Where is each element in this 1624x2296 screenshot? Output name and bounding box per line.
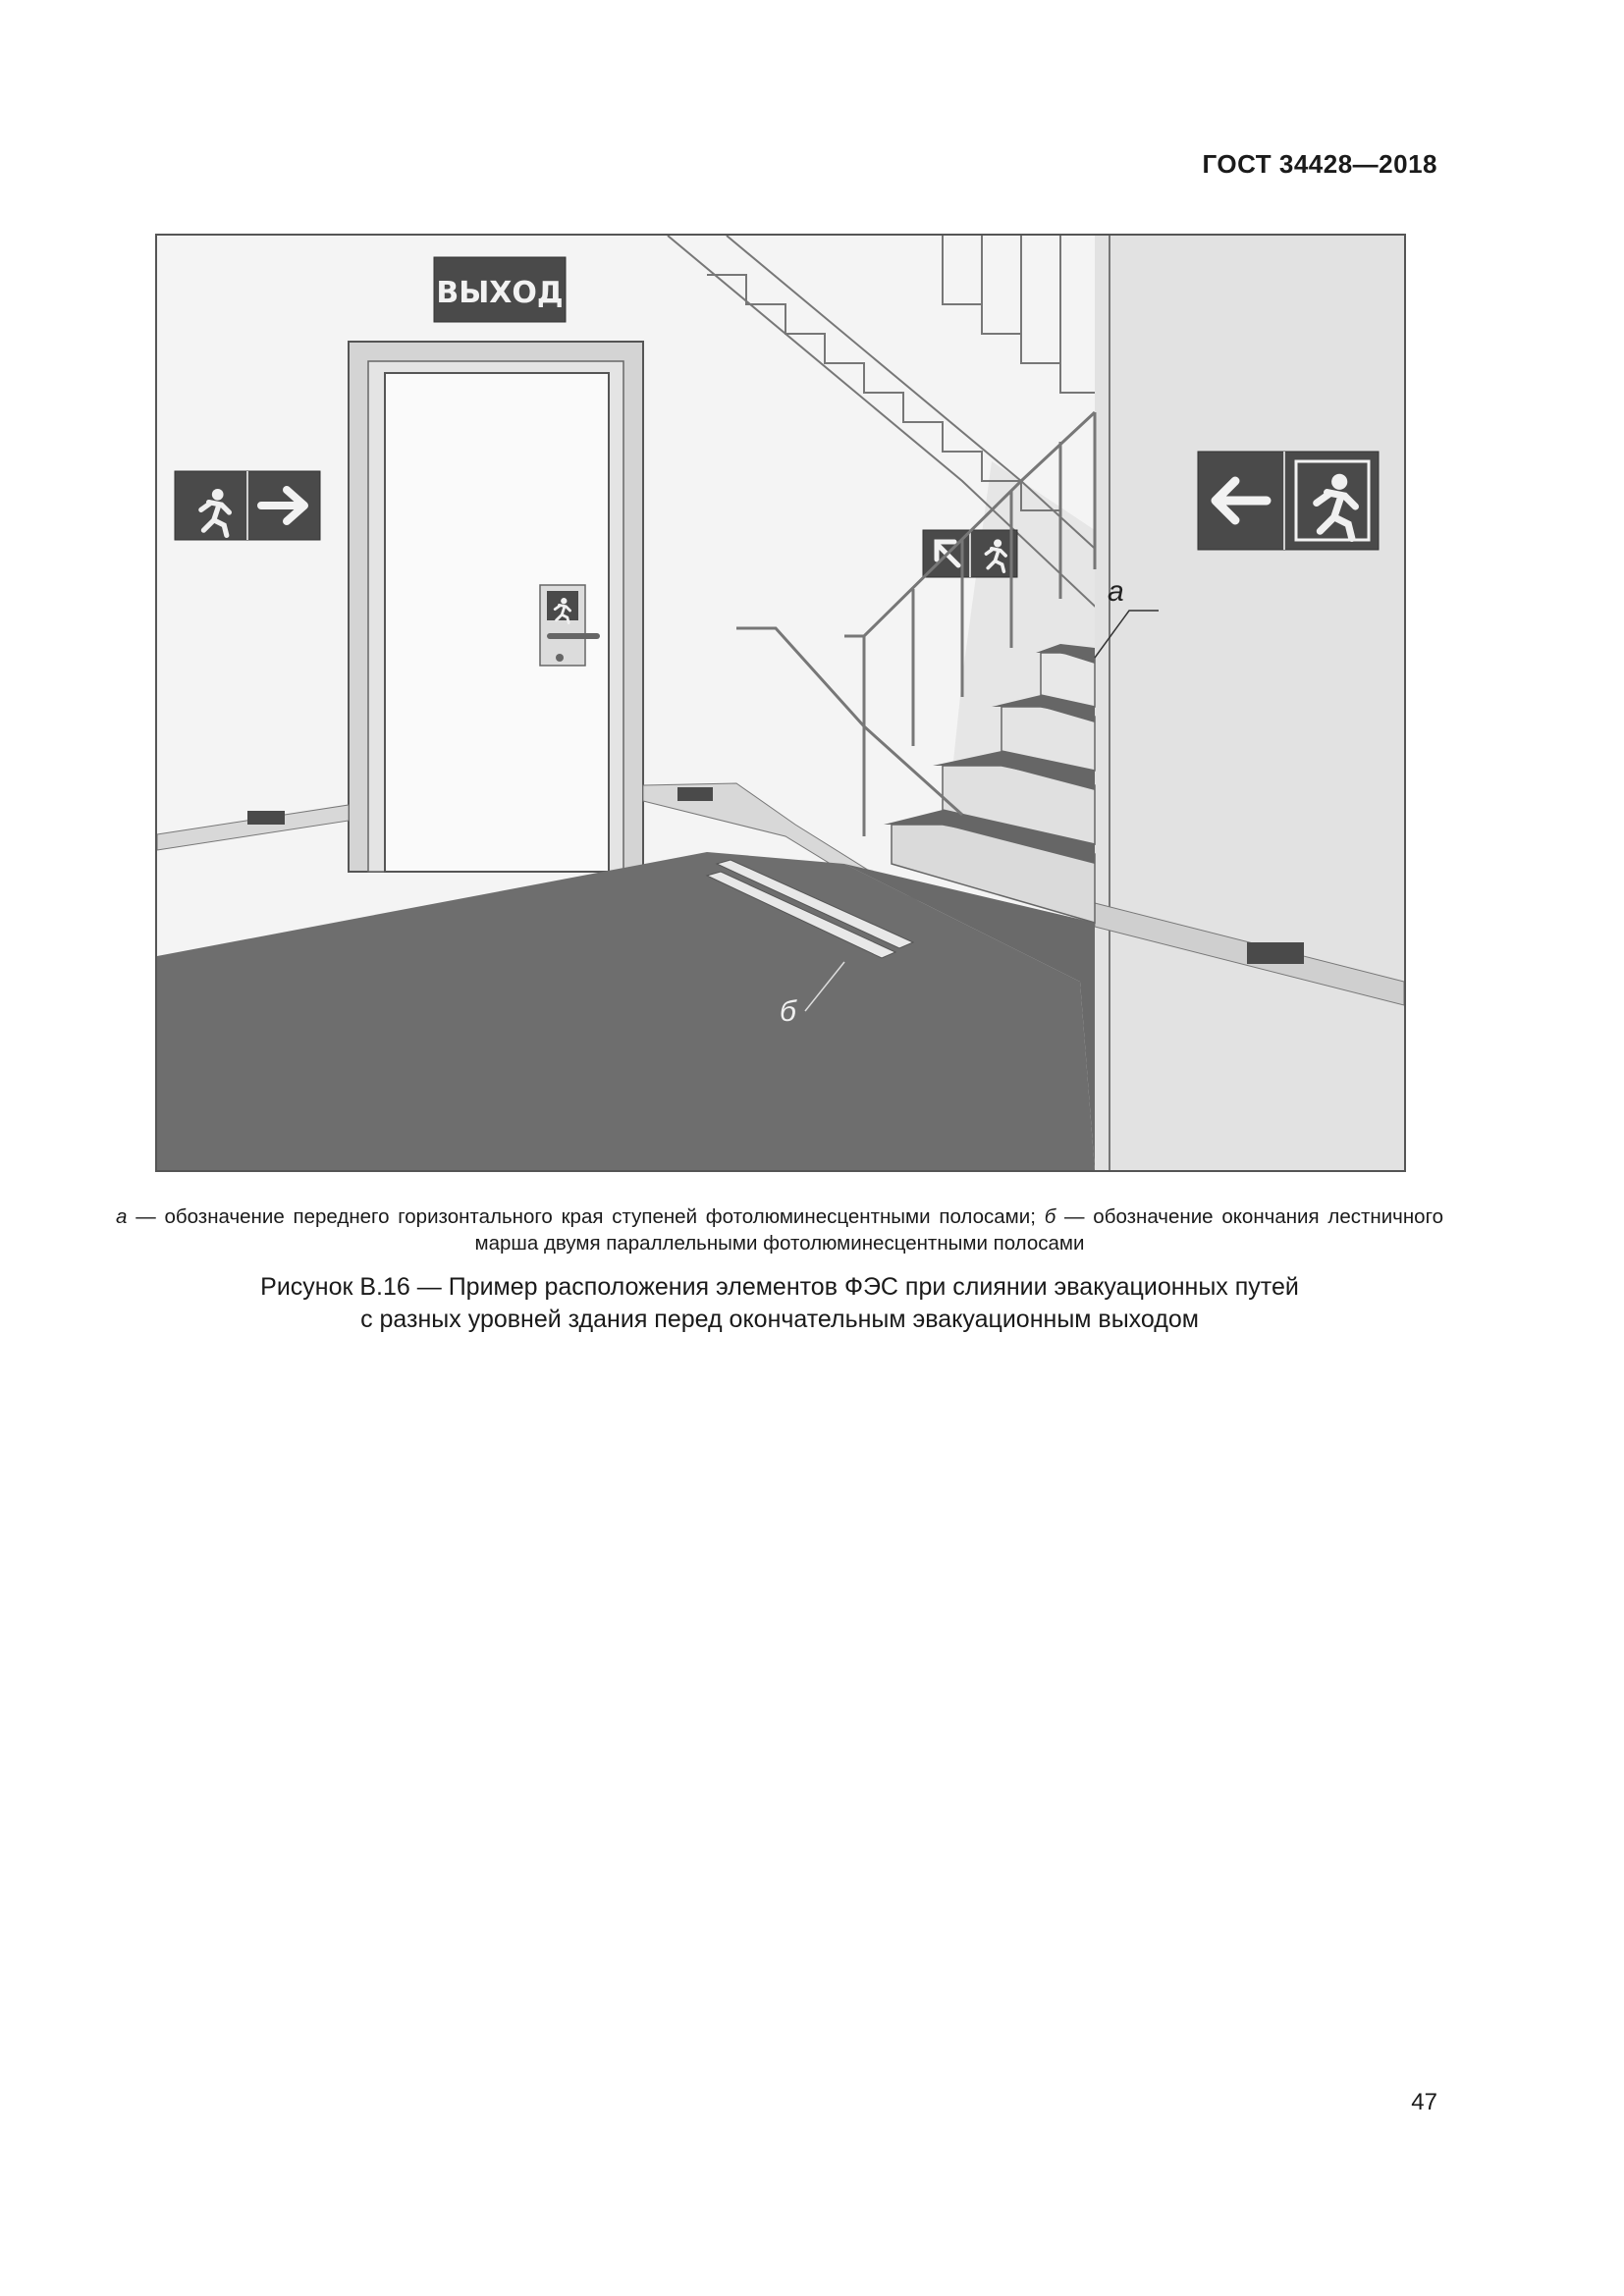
right-wall-evac-sign <box>1198 452 1379 550</box>
exit-sign <box>434 257 566 322</box>
exit-sign-text: ВЫХОД <box>436 276 564 310</box>
page-number: 47 <box>1411 2089 1437 2115</box>
legend-mark-b: б <box>1044 1205 1056 1228</box>
left-wall-evac-sign <box>175 471 320 540</box>
figure-caption <box>116 1271 1443 1336</box>
legend-text-b: — обозначение окончания лестничного марша двумя параллельными фотолюминесцентными полосами <box>474 1205 1444 1255</box>
figure-illustration <box>155 234 1406 1172</box>
figure-legend <box>116 1203 1443 1256</box>
caption-line-1: Рисунок В.16 — Пример расположения элементов ФЭС при слиянии эвакуационных путей <box>260 1273 1299 1301</box>
stair-evac-sign <box>923 530 1017 577</box>
legend-mark-a: а <box>116 1205 128 1228</box>
caption-line-2: с разных уровней здания перед окончательным эвакуационным выходом <box>360 1306 1199 1333</box>
callout-b-label: б <box>780 995 796 1028</box>
partition-wall <box>1095 236 1404 1170</box>
document-header: ГОСТ 34428—2018 <box>1202 149 1437 179</box>
callout-a-label: а <box>1108 575 1124 608</box>
legend-text-a: — обозначение переднего горизонтального края ступеней фотолюминесцентными полосами; <box>127 1205 1045 1228</box>
